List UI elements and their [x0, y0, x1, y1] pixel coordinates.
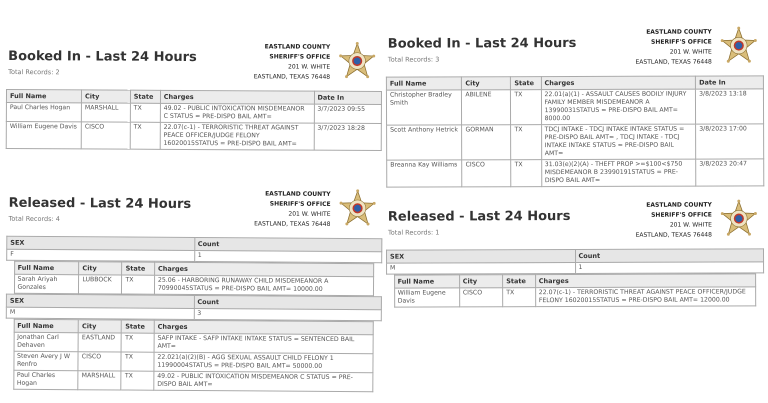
col-full-name: Full Name: [14, 261, 79, 274]
cell-city: MARSHALL: [78, 371, 121, 390]
cell-state: TX: [130, 103, 160, 122]
cell-full-name: William Eugene Davis: [6, 122, 81, 149]
cell-full-name: Scott Anthony Hetrick: [387, 125, 463, 160]
office-name: EASTLAND COUNTY SHERIFF'S OFFICE: [646, 201, 712, 219]
cell-state: TX: [121, 352, 154, 371]
cell-city: ABILENE: [462, 90, 511, 125]
cell-state: TX: [130, 122, 160, 149]
released-detail-table: [394, 273, 757, 307]
released-detail-table: [13, 319, 374, 393]
cell-full-name: Paul Charles Hogan: [13, 370, 78, 389]
col-charges: Charges: [160, 90, 314, 104]
cell-charges: 22.07(c-1) - TERRORISTIC THREAT AGAINST PEACE OFFICER/JUDGE FELONY 16020015STATUS = PRE-DISPO BAIL AMT= 12000.00: [535, 287, 756, 307]
cell-count: 3: [194, 308, 382, 320]
office-address: [617, 28, 712, 68]
col-date-in: Date In: [314, 91, 382, 104]
booked-table: [386, 75, 764, 187]
office-city: EASTLAND, TEXAS 76448: [254, 220, 331, 228]
table-row: [6, 103, 381, 124]
cell-charges: SAFP INTAKE - SAFP INTAKE INTAKE STATUS = SENTENCED BAIL AMT=: [154, 333, 374, 354]
office-street: 201 W. WHITE: [288, 63, 331, 71]
table-row: [14, 332, 374, 354]
table-row: [387, 124, 764, 160]
cell-date-in: 3/8/2023 20:47: [696, 159, 764, 186]
released-panel-right: [386, 196, 764, 307]
cell-charges: 25.06 - HARBORING RUNAWAY CHILD MISDEMEANOR A 70990045STATUS = PRE-DISPO BAIL AMT= 10000.00: [154, 275, 374, 296]
cell-date-in: 3/8/2023 17:00: [696, 124, 764, 159]
sex-group-row: [387, 262, 764, 274]
col-state: State: [122, 320, 154, 333]
table-row: [13, 370, 373, 392]
cell-city: CISCO: [462, 160, 511, 187]
col-full-name: Full Name: [386, 77, 461, 90]
cell-city: LUBBOCK: [79, 275, 122, 294]
cell-city: EASTLAND: [78, 333, 121, 352]
office-street: 201 W. WHITE: [669, 221, 712, 229]
cell-sex: M: [387, 262, 576, 274]
col-count: Count: [575, 249, 764, 263]
cell-state: TX: [511, 90, 541, 125]
released-detail-table: [13, 261, 374, 297]
cell-sex: M: [6, 307, 194, 319]
cell-full-name: Christopher Bradley Smith: [386, 90, 462, 125]
released-panel-left: [5, 184, 382, 393]
office-city: EASTLAND, TEXAS 76448: [635, 231, 712, 239]
sex-group-table: [6, 294, 382, 322]
col-city: City: [462, 77, 511, 90]
cell-count: 1: [575, 262, 764, 274]
sex-group-table: [6, 236, 382, 264]
cell-date-in: 3/7/2023 09:55: [314, 104, 382, 123]
table-row: [386, 89, 763, 125]
total-records: Total Records: 3: [387, 55, 440, 64]
col-count: Count: [194, 295, 382, 309]
col-state: State: [503, 275, 536, 288]
report-title: Released - Last 24 Hours: [387, 209, 571, 225]
table-row: [387, 159, 764, 187]
office-address: [617, 201, 712, 241]
sex-group-table: [386, 248, 764, 274]
office-name: EASTLAND COUNTY SHERIFF'S OFFICE: [265, 190, 331, 208]
cell-full-name: Breanna Kay Williams: [387, 160, 462, 187]
booked-table: [6, 89, 382, 151]
cell-charges: TDCJ INTAKE - TDCJ INTAKE INTAKE STATUS = PRE-DISPO BAIL AMT= , TDCJ INTAKE - TDCJ INTAKE INTAKE STATUS = PRE-DISPO BAIL AMT=: [541, 124, 696, 160]
col-full-name: Full Name: [6, 90, 81, 103]
cell-charges: 22.07(c-1) - TERRORISTIC THREAT AGAINST PEACE OFFICER/JUDGE FELONY 16020015STATUS = PRE-DISPO BAIL AMT=: [160, 122, 314, 150]
col-charges: Charges: [154, 262, 374, 277]
report-title: Booked In - Last 24 Hours: [8, 49, 197, 66]
booked-in-panel-right: [386, 23, 765, 187]
office-street: 201 W. WHITE: [669, 48, 712, 56]
cell-city: MARSHALL: [81, 103, 130, 122]
col-state: State: [122, 262, 154, 275]
office-city: EASTLAND, TEXAS 76448: [253, 73, 331, 81]
cell-full-name: Steven Avery J W Renfro: [13, 351, 78, 370]
released-groups: [5, 236, 382, 393]
table-row: [6, 122, 381, 151]
cell-city: CISCO: [78, 352, 121, 371]
col-city: City: [81, 90, 130, 103]
office-address: [235, 42, 330, 82]
col-sex: SEX: [7, 236, 195, 250]
cell-full-name: Sarah Ariyah Gonzales: [14, 274, 79, 293]
cell-state: TX: [122, 333, 155, 352]
col-sex: SEX: [386, 250, 575, 264]
col-date-in: Date In: [696, 76, 764, 89]
sheriff-badge-icon: [334, 186, 380, 234]
cell-state: TX: [511, 160, 541, 187]
table-row: [394, 287, 756, 307]
cell-city: CISCO: [81, 122, 130, 149]
cell-charges: 49.02 - PUBLIC INTOXICATION MISDEMEANOR C STATUS = PRE-DISPO BAIL AMT=: [154, 371, 374, 392]
cell-state: TX: [511, 125, 541, 160]
sheriff-badge-icon: [716, 23, 762, 71]
total-records: Total Records: 4: [8, 214, 60, 224]
cell-full-name: William Eugene Davis: [394, 288, 459, 307]
col-charges: Charges: [535, 274, 756, 288]
col-city: City: [459, 275, 502, 288]
cell-city: CISCO: [459, 288, 502, 307]
col-state: State: [130, 90, 160, 103]
col-sex: SEX: [6, 294, 194, 308]
col-city: City: [79, 262, 122, 275]
office-address: [235, 189, 330, 230]
col-city: City: [78, 320, 121, 333]
table-row: [13, 351, 373, 373]
col-full-name: Full Name: [14, 319, 79, 332]
cell-charges: 49.02 - PUBLIC INTOXICATION MISDEMEANOR C STATUS = PRE-DISPO BAIL AMT=: [160, 103, 314, 123]
cell-date-in: 3/8/2023 13:18: [696, 89, 764, 124]
cell-charges: 22.01(a)(1) - ASSAULT CAUSES BODILY INJURY FAMILY MEMBER MISDEMEANOR A 13990031STATUS = PRE-DISPO BAIL AMT= 8000.00: [541, 89, 696, 125]
cell-state: TX: [121, 371, 154, 390]
booked-in-panel-left: [6, 37, 383, 151]
col-state: State: [511, 77, 541, 90]
col-full-name: Full Name: [394, 275, 459, 288]
col-charges: Charges: [541, 76, 696, 90]
cell-full-name: Jonathan Carl Dehaven: [14, 332, 79, 351]
cell-date-in: 3/7/2023 18:28: [314, 123, 382, 150]
cell-charges: 31.03(e)(2)(A) - THEFT PROP >=$100<$750 MISDEMEANOR B 23990191STATUS = PRE-DISPO BAIL AMT=: [541, 159, 696, 187]
released-groups: [386, 248, 764, 307]
total-records: Total Records: 1: [387, 228, 440, 237]
office-name: EASTLAND COUNTY SHERIFF'S OFFICE: [264, 43, 331, 61]
cell-state: TX: [122, 275, 155, 294]
table-row: [14, 274, 374, 296]
cell-full-name: Paul Charles Hogan: [6, 103, 81, 122]
report-title: Booked In - Last 24 Hours: [387, 35, 577, 52]
sheriff-badge-icon: [334, 39, 380, 87]
sheriff-badge-icon: [716, 196, 762, 244]
cell-sex: F: [7, 249, 195, 261]
office-city: EASTLAND, TEXAS 76448: [635, 58, 712, 66]
office-name: EASTLAND COUNTY SHERIFF'S OFFICE: [646, 28, 712, 46]
col-count: Count: [194, 238, 382, 252]
col-charges: Charges: [154, 320, 374, 335]
cell-city: GORMAN: [462, 125, 511, 160]
cell-state: TX: [503, 288, 536, 307]
report-title: Released - Last 24 Hours: [8, 195, 192, 212]
cell-count: 1: [194, 251, 382, 263]
total-records: Total Records: 2: [8, 68, 60, 77]
cell-charges: 22.021(a)(2)(B) - AGG SEXUAL ASSAULT CHILD FELONY 1 11990004STATUS = PRE-DISPO BAIL AMT= 50000.00: [154, 352, 374, 373]
office-street: 201 W. WHITE: [288, 210, 331, 218]
